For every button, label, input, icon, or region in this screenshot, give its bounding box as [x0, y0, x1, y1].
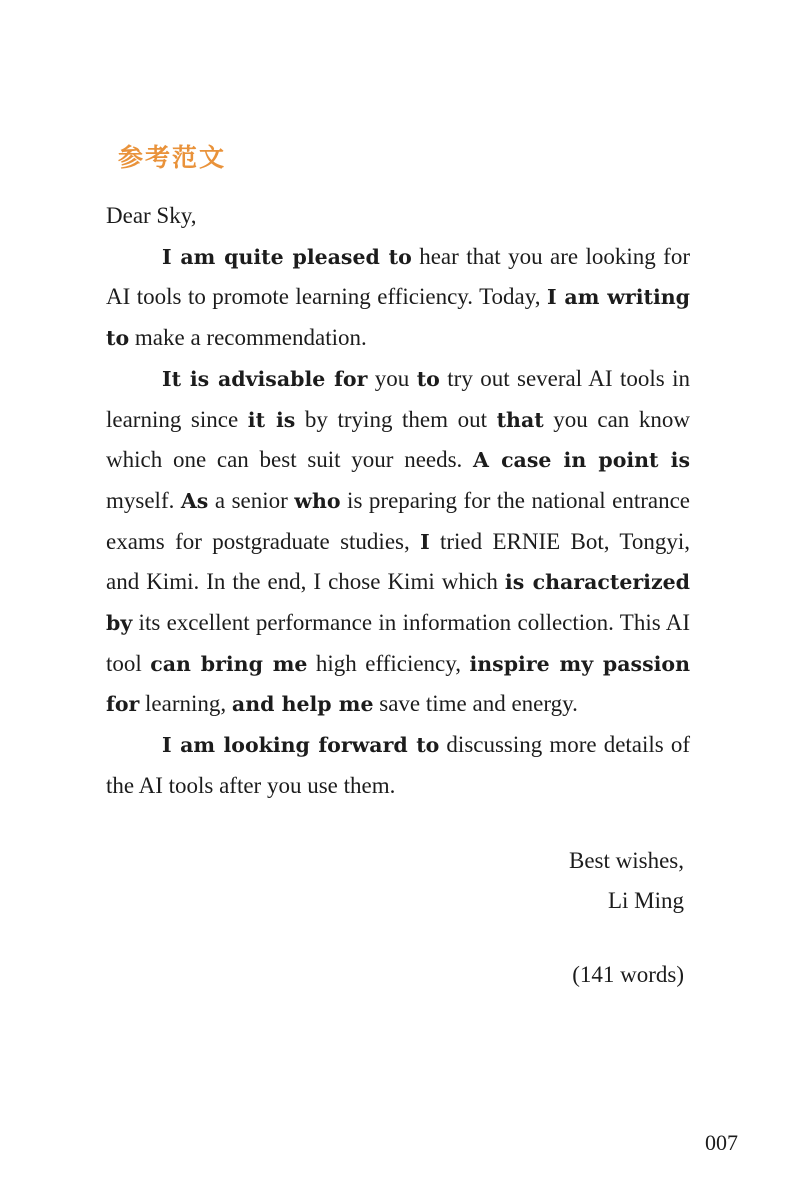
text-run: a senior: [208, 487, 295, 513]
text-run: its excellent performance in information collection. This AI tool: [106, 610, 690, 676]
bold-phrase: is characterized by: [106, 570, 690, 636]
word-count: (141 words): [572, 962, 684, 987]
bold-phrase: to: [416, 366, 440, 391]
bold-phrase: As: [180, 488, 209, 513]
text-run: myself.: [106, 487, 181, 513]
text-run: you can know which one can best suit your needs.: [106, 406, 690, 473]
bold-phrase: I: [420, 529, 430, 554]
bold-phrase: inspire my passion for: [106, 651, 690, 717]
paragraph: [106, 359, 690, 725]
text-run: tried ERNIE Bot, Tongyi, and Kimi. In the end, I chose Kimi which: [106, 528, 690, 595]
closing-line: Best wishes,: [569, 848, 684, 873]
salutation: Dear Sky,: [106, 203, 197, 228]
bold-phrase: It is advisable for: [162, 366, 368, 391]
text-run: learning,: [139, 691, 232, 717]
bold-phrase: who: [294, 488, 341, 513]
text-run: by trying them out: [295, 406, 497, 432]
bold-phrase: I am writing to: [106, 285, 690, 351]
bold-phrase: and help me: [231, 692, 374, 717]
text-run: hear that you are looking for AI tools to promote learning efficiency. Today,: [106, 243, 690, 310]
text-run: save time and energy.: [373, 691, 578, 717]
paragraph: [106, 237, 690, 359]
text-run: is preparing for the national entrance exams for postgraduate studies,: [106, 487, 690, 554]
bold-phrase: A case in point is: [473, 448, 690, 473]
page-number: 007: [705, 1130, 738, 1155]
text-run: high efficiency,: [307, 650, 470, 676]
bold-phrase: I am quite pleased to: [162, 244, 412, 269]
bold-phrase: it is: [247, 407, 296, 432]
section-heading: 参考范文: [118, 143, 227, 172]
text-run: you: [367, 365, 417, 391]
bold-phrase: I am looking forward to: [162, 733, 440, 758]
signature: Li Ming: [607, 888, 684, 913]
sample-letter: [106, 196, 690, 807]
text-run: try out several AI tools in learning since: [106, 365, 690, 432]
text-run: discussing more details of the AI tools after you use them.: [106, 732, 690, 798]
bold-phrase: that: [496, 407, 544, 432]
bold-phrase: can bring me: [150, 651, 308, 676]
paragraph: [106, 725, 690, 806]
text-run: make a recommendation.: [129, 325, 367, 351]
